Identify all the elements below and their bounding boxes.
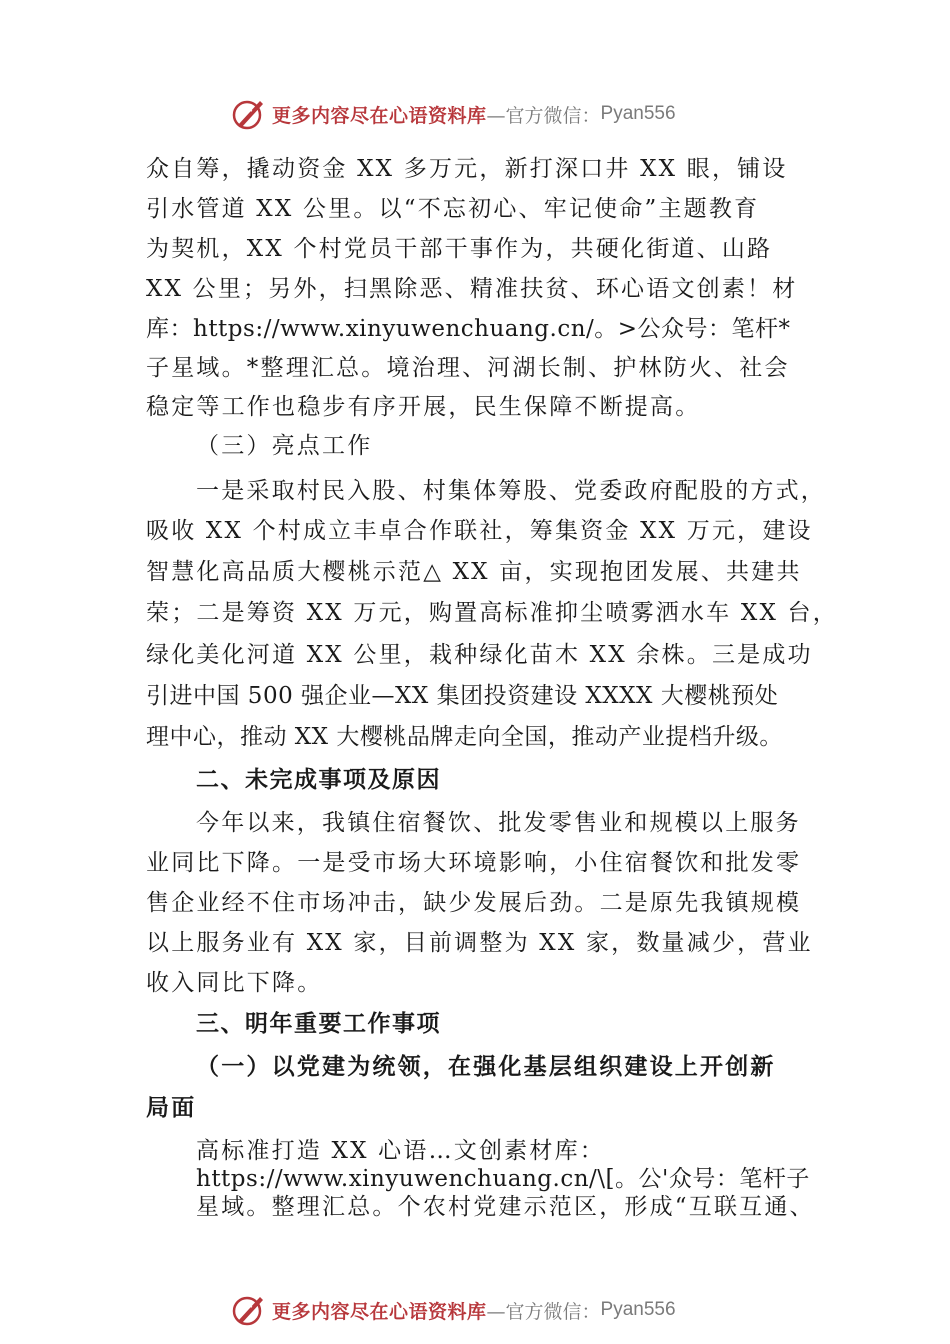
body-line: 为契机，XX 个村党员干部干事作为，共硬化街道、山路 bbox=[146, 236, 773, 262]
body-line: 以上服务业有 XX 家，目前调整为 XX 家，数量减少，营业 bbox=[146, 930, 813, 956]
body-line: 子星域。*整理汇总。境治理、河湖长制、护林防火、社会 bbox=[146, 355, 790, 381]
quill-logo-icon bbox=[232, 1293, 266, 1327]
section-heading: 二、未完成事项及原因 bbox=[196, 767, 441, 793]
footer-wechat-label: —官方微信： bbox=[486, 1300, 601, 1323]
subsection-heading: 局面 bbox=[146, 1094, 197, 1121]
body-line: 业同比下降。一是受市场大环境影响，小住宿餐饮和批发零 bbox=[146, 850, 802, 876]
section-heading: （三）亮点工作 bbox=[196, 433, 373, 459]
header-banner bbox=[232, 96, 752, 132]
paragraph-start: 今年以来，我镇住宿餐饮、批发零售业和规模以上服务 bbox=[196, 810, 801, 836]
footer-banner bbox=[232, 1292, 752, 1328]
body-line: 星域。整理汇总。个农村党建示范区，形成“互联互通、 bbox=[196, 1194, 815, 1220]
paragraph-start: 高标准打造 XX 心语…文创素材库： bbox=[196, 1138, 605, 1164]
quill-logo-icon bbox=[232, 97, 266, 131]
body-line: 稳定等工作也稳步有序开展，民生保障不断提高。 bbox=[146, 394, 701, 420]
body-line: https://www.xinyuwenchuang.cn/\[。公'众号：笔杆子 bbox=[196, 1166, 810, 1192]
section-heading: 三、明年重要工作事项 bbox=[196, 1011, 441, 1037]
header-wechat-id: Pyan556 bbox=[600, 103, 676, 124]
body-line: 众自筹，撬动资金 XX 多万元，新打深口井 XX 眼，铺设 bbox=[146, 156, 788, 182]
body-line: 绿化美化河道 XX 公里，栽种绿化苗木 XX 余株。三是成功 bbox=[146, 642, 813, 668]
body-line: 荣；二是筹资 XX 万元，购置高标准抑尘喷雾洒水车 XX 台， bbox=[146, 600, 838, 626]
body-line: 售企业经不住市场冲击，缺少发展后劲。二是原先我镇规模 bbox=[146, 890, 802, 916]
footer-brand-text: 更多内容尽在心语资料库 bbox=[272, 1300, 487, 1323]
body-line: 引进中国 500 强企业—XX 集团投资建设 XXXX 大樱桃预处 bbox=[146, 683, 779, 709]
body-line: 收入同比下降。 bbox=[146, 970, 323, 996]
footer-wechat-id: Pyan556 bbox=[600, 1299, 676, 1320]
header-wechat-label: —官方微信： bbox=[486, 104, 601, 127]
paragraph-start: 一是采取村民入股、村集体筹股、党委政府配股的方式， bbox=[196, 478, 826, 504]
body-line: 理中心，推动 XX 大樱桃品牌走向全国，推动产业提档升级。 bbox=[146, 724, 783, 750]
body-line: 库：https://www.xinyuwenchuang.cn/。>公众号：笔杆* bbox=[146, 316, 791, 342]
header-brand-text: 更多内容尽在心语资料库 bbox=[272, 104, 487, 127]
body-line: 吸收 XX 个村成立丰卓合作联社，筹集资金 XX 万元，建设 bbox=[146, 518, 813, 544]
body-line: 智慧化高品质大樱桃示范△ XX 亩，实现抱团发展、共建共 bbox=[146, 559, 802, 585]
body-line: XX 公里；另外，扫黑除恶、精准扶贫、环心语文创素！材 bbox=[146, 276, 798, 302]
body-line: 引水管道 XX 公里。以“不忘初心、牢记使命”主题教育 bbox=[146, 196, 760, 222]
subsection-heading: （一）以党建为统领，在强化基层组织建设上开创新 bbox=[196, 1053, 776, 1080]
